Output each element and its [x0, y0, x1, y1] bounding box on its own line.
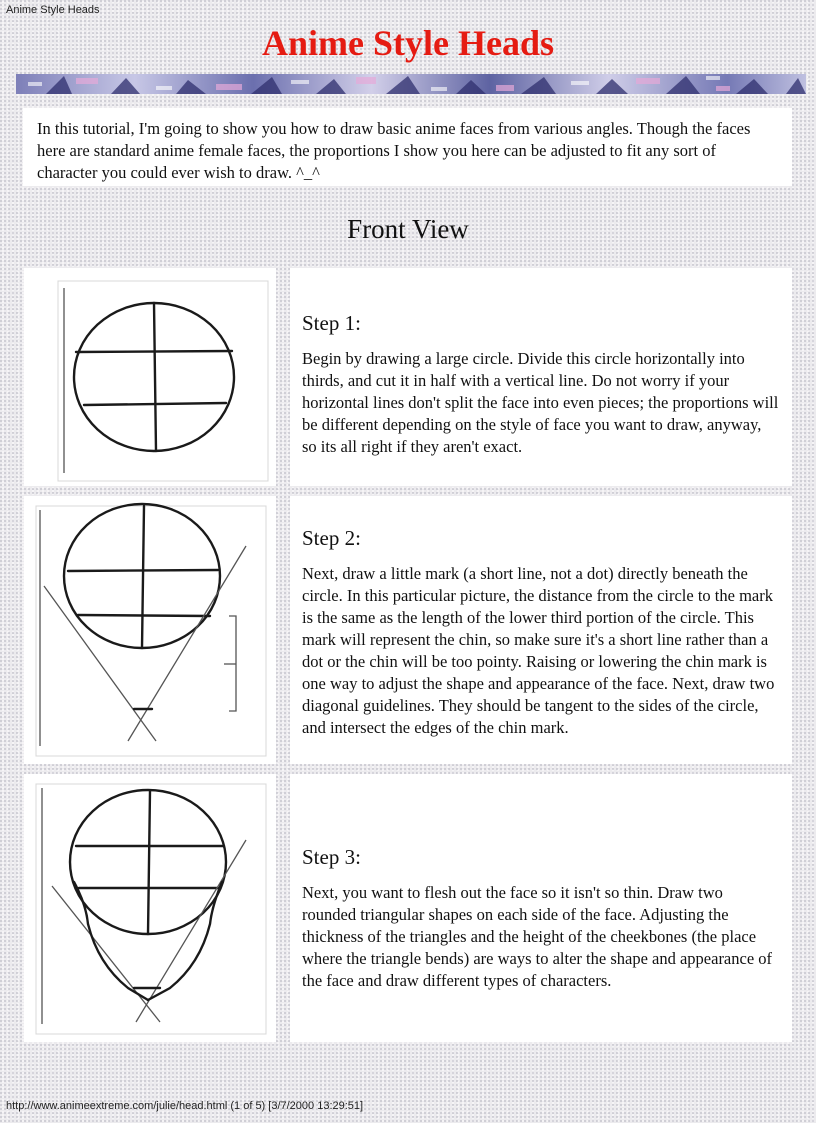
intro-box — [23, 108, 792, 186]
step-2-text: Next, draw a little mark (a short line, not a dot) directly beneath the circle. In this particular picture, the distance from the circle to the mark is the same as the length of the lower third portion of the circle. This mark will represent the chin, so make sure it's a short line rather than a dot or the chin will be too pointy. Raising or lowering the chin mark is one way to adjust the shape and appearance of the face. Next, draw two diagonal guidelines. They should be tangent to the sides of the circle, and intersect the edges of the chin mark. — [302, 564, 775, 737]
step-3-image — [24, 774, 276, 1042]
step-1-text-cell — [290, 268, 792, 486]
step-1-image — [24, 268, 276, 486]
step-3-text-cell — [290, 774, 792, 1042]
intro-text: In this tutorial, I'm going to show you how to draw basic anime faces from various angles. Though the faces here are standard anime female faces, the proportions I show you here can be adjusted to fit any sort of character you could ever wish to draw. ^_^ — [37, 119, 751, 182]
decorative-banner — [16, 74, 806, 94]
step-3-heading: Step 3: — [302, 845, 361, 869]
step-1-heading: Step 1: — [302, 311, 361, 335]
section-title-front-view: Front View — [347, 214, 469, 244]
print-header: Anime Style Heads — [6, 4, 100, 16]
page-title: Anime Style Heads — [262, 23, 554, 63]
step-2-text-cell — [290, 496, 792, 764]
print-footer: http://www.animeextreme.com/julie/head.html (1 of 5) [3/7/2000 13:29:51] — [6, 1100, 364, 1112]
step-3-text: Next, you want to flesh out the face so it isn't so thin. Draw two rounded triangular shapes on each side of the face. Adjusting the thickness of the triangles and the height of the cheekbones (the place where the triangle bends) are ways to alter the shape and appearance of the face and draw different types of characters. — [302, 883, 773, 990]
step-2-image — [24, 496, 276, 764]
step-1-text: Begin by drawing a large circle. Divide this circle horizontally into thirds, and cut it in half with a vertical line. Do not worry if your horizontal lines don't split the face into even pieces; the proportions will be different depending on the style of face you want to draw, anyway, so its all right if they aren't exact. — [302, 349, 779, 456]
step-2-heading: Step 2: — [302, 526, 361, 550]
